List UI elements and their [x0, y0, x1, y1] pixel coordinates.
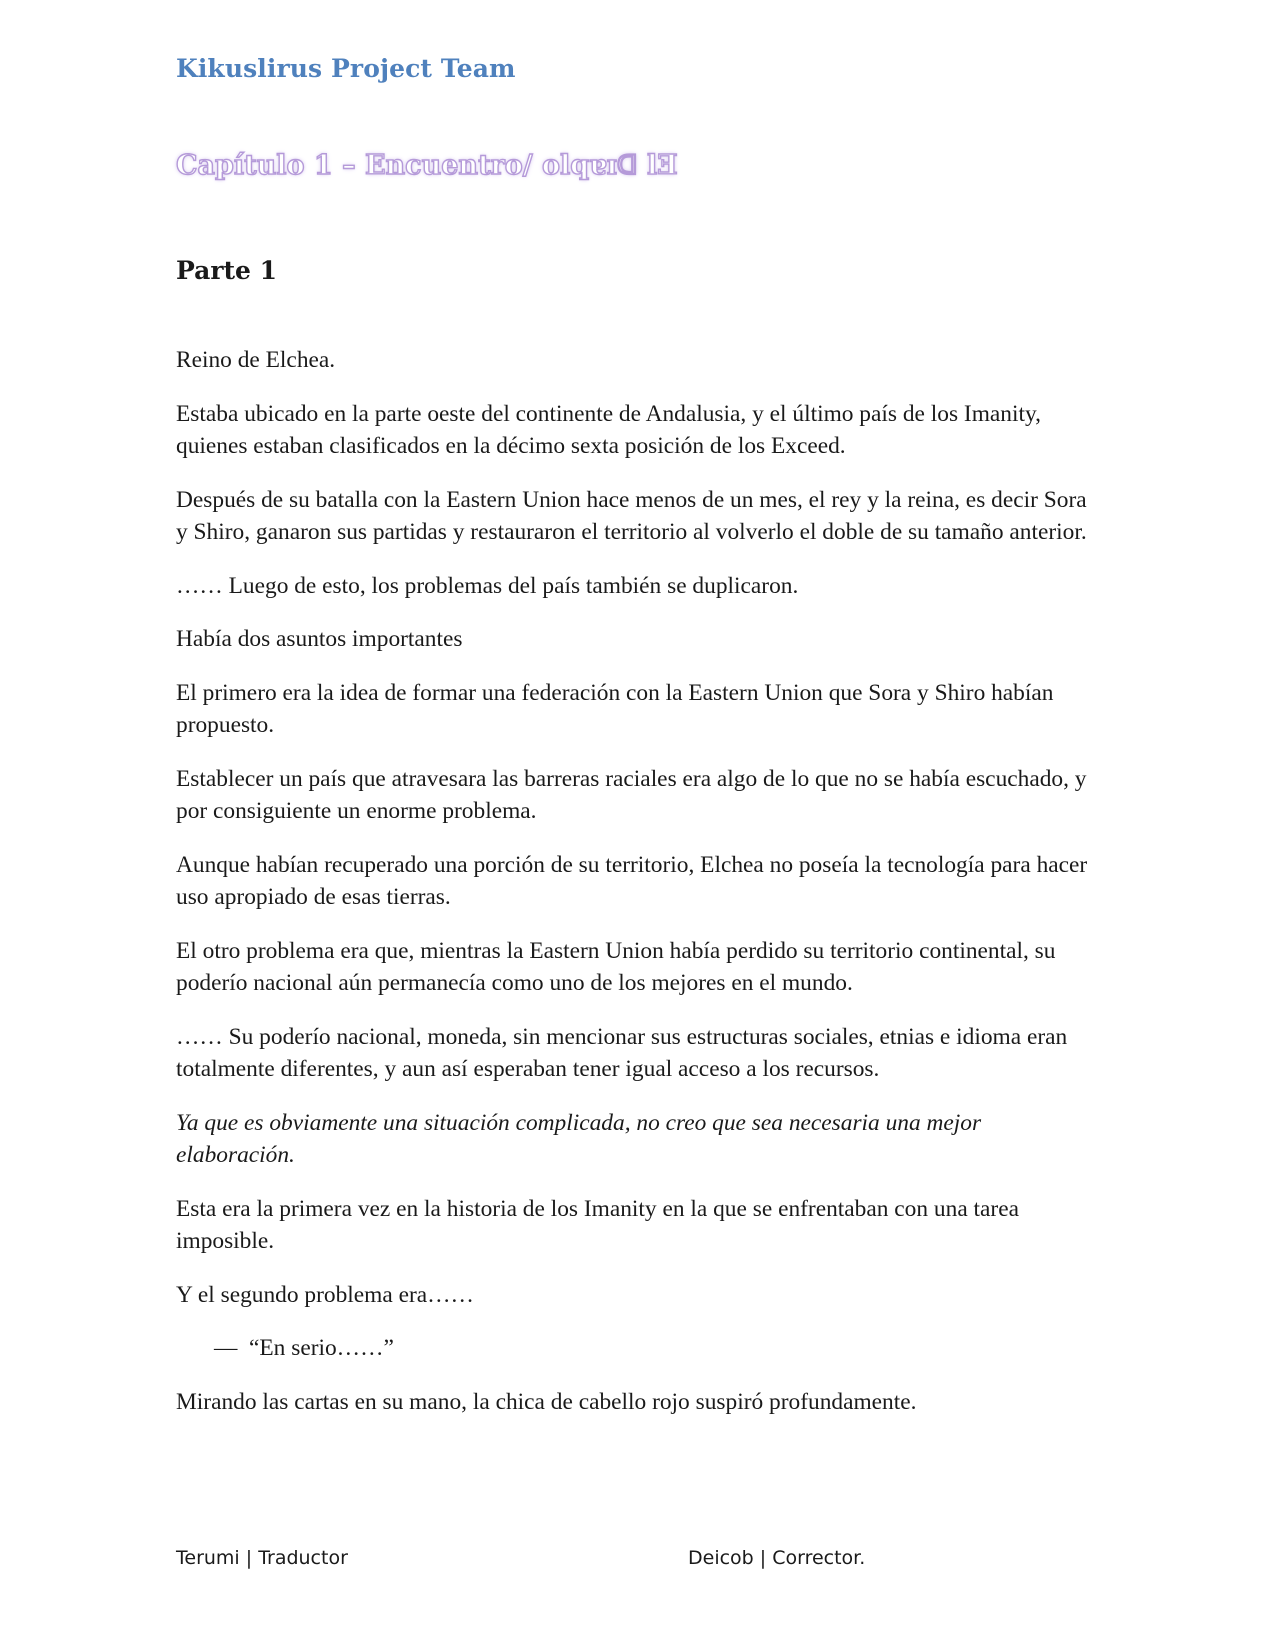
dialogue-line [176, 1332, 1096, 1365]
footer-translator: Terumi | Traductor [176, 1547, 348, 1569]
paragraph: Estaba ubicado en la parte oeste del continente de Andalusia, y el último país de los Imanity, quienes estaban clasificados en la décimo sexta posición de los Exceed. [176, 400, 1041, 459]
paragraph: Esta era la primera vez en la historia de los Imanity en la que se enfrentaban con una tarea imposible. [176, 1195, 1019, 1254]
paragraph: El primero era la idea de formar una federación con la Eastern Union que Sora y Shiro habían propuesto. [176, 679, 1054, 738]
paragraph: Después de su batalla con la Eastern Union hace menos de un mes, el rey y la reina, es decir Sora y Shiro, ganaron sus partidas y restauraron el territorio al volverlo el doble de su tamaño anterior. [176, 486, 1087, 545]
paragraph: Establecer un país que atravesara las barreras raciales era algo de lo que no se había escuchado, y por consiguiente un enorme problema. [176, 765, 1087, 824]
paragraph: Había dos asuntos importantes [176, 626, 463, 652]
paragraph: …… Luego de esto, los problemas del país también se duplicaron. [176, 572, 799, 599]
body-text [176, 344, 1096, 1439]
italic-paragraph: Ya que es obviamente una situación complicada, no creo que sea necesaria una mejor elaboración. [176, 1109, 982, 1168]
paragraph: Y el segundo problema era…… [176, 1281, 474, 1308]
paragraph: Reino de Elchea. [176, 347, 336, 373]
dialogue-text: “En serio……” [249, 1335, 394, 1361]
chapter-title: Capítulo 1 – Encuentro/ olqɐɪᗡ lƎ [176, 150, 678, 181]
section-title: Parte 1 [176, 256, 278, 285]
header-title: Kikuslirus Project Team [176, 54, 516, 83]
paragraph: El otro problema era que, mientras la Eastern Union había perdido su territorio continental, su poderío nacional aún permanecía como uno de los mejores en el mundo. [176, 937, 1056, 996]
paragraph: Aunque habían recuperado una porción de su territorio, Elchea no poseía la tecnología para hacer uso apropiado de esas tierras. [176, 851, 1088, 910]
footer-corrector: Deicob | Corrector. [688, 1547, 866, 1569]
paragraph: …… Su poderío nacional, moneda, sin mencionar sus estructuras sociales, etnias e idioma eran totalmente diferentes, y aun así esperaban tener igual acceso a los recursos. [176, 1023, 1068, 1082]
dialogue-dash: — [214, 1335, 238, 1361]
paragraph: Mirando las cartas en su mano, la chica de cabello rojo suspiró profundamente. [176, 1388, 917, 1415]
